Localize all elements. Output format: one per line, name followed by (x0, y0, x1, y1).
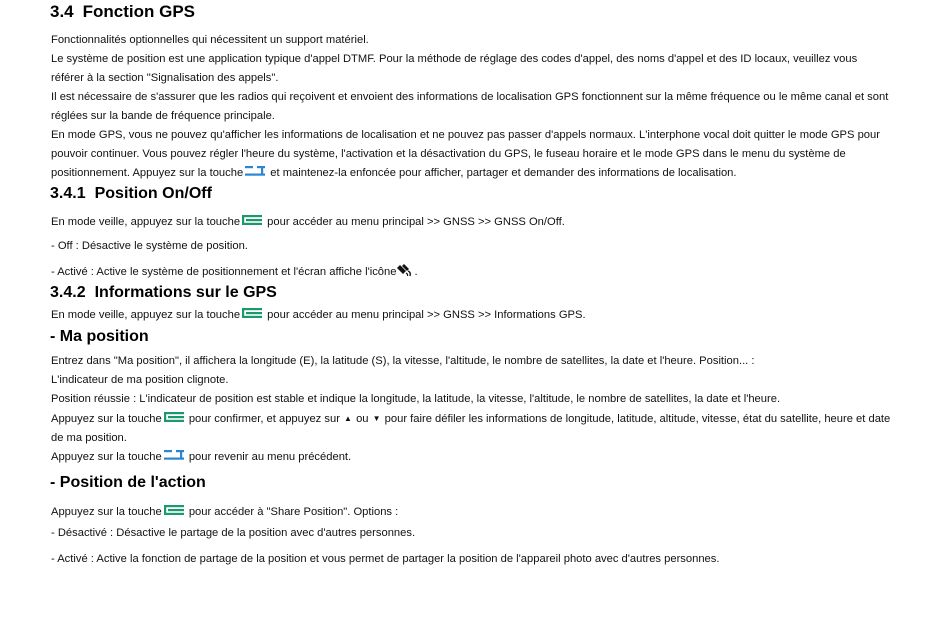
ma-position-line-5b: pour revenir au menu précédent. (188, 451, 352, 463)
intro-paragraph (51, 31, 891, 183)
s341-p1-end: pour accéder au menu principal >> GNSS >> GNSS On/Off. (267, 216, 565, 228)
subsection-title: Informations sur le GPS (94, 284, 277, 301)
position-action-off-text: - Désactivé : Désactive le partage de la position avec d'autres personnes. (51, 527, 416, 539)
ma-position-line-4a: Appuyez sur la touche (51, 413, 162, 425)
position-action-line-3 (51, 550, 891, 569)
ma-position-line-4d: pour faire défiler les informations de longitude, latitude, altitude, vitesse, état du satellite, heure et date de ma position. (51, 413, 891, 444)
ma-position-line-3: Position réussie : L'indicateur de position est stable et indique la longitude, la latitude, la vitesse, l'altitude, le nombre de satellites, la date et l'heure. (51, 393, 781, 405)
heading-ma-position: - Ma position (50, 328, 149, 345)
satellite-icon (397, 263, 413, 277)
subsection-title: Position On/Off (94, 185, 212, 202)
position-action-on-text: - Activé : Active la fonction de partage de la position et vous permet de partager la position de l'appareil photo avec d'autres personnes. (51, 553, 720, 565)
s342-paragraph-1 (51, 306, 891, 325)
position-action-line-1 (51, 503, 891, 522)
subsection-number: 3.4.1 (50, 185, 86, 202)
s341-on-text: - Activé : Active le système de positionnement et l'écran affiche l'icône (51, 266, 397, 278)
down-arrow-icon: ▼ (372, 414, 381, 423)
ma-position-line-2: L'indicateur de ma position clignote. (51, 374, 229, 386)
section-number: 3.4 (50, 2, 74, 21)
position-action-line-1b: pour accéder à "Share Position". Options : (188, 506, 399, 518)
menu-key-icon (241, 307, 263, 319)
ma-position-line-4b: pour confirmer, et appuyez sur (188, 413, 340, 425)
position-action-line-1a: Appuyez sur la touche (51, 506, 162, 518)
back-key-icon (163, 449, 185, 461)
menu-key-icon (163, 504, 185, 516)
s341-on-end: . (414, 266, 418, 278)
position-action-line-2 (51, 524, 891, 543)
ma-position-paragraph (51, 352, 891, 467)
intro-line-4-end: et maintenez-la enfoncée pour afficher, partager et demander des informations de localisation. (270, 167, 737, 179)
s341-off-text: - Off : Désactive le système de position. (51, 240, 248, 252)
section-title: Fonction GPS (82, 2, 196, 21)
section-heading-3-4-1 (50, 185, 212, 203)
section-heading-3-4 (50, 2, 195, 22)
intro-line-3: Il est nécessaire de s'assurer que les radios qui reçoivent et envoient des informations de localisation GPS fonctionnent sur la même fréquence ou le même canal et sont réglées sur la bande de fréquence principale. (51, 91, 889, 122)
s342-p1-start: En mode veille, appuyez sur la touche (51, 309, 241, 321)
s341-paragraph-1 (51, 213, 891, 232)
s341-on-line (51, 263, 891, 282)
ma-position-line-5a: Appuyez sur la touche (51, 451, 162, 463)
ma-position-line-4c: ou (356, 413, 369, 425)
up-arrow-icon: ▲ (344, 414, 352, 423)
s341-off-line (51, 237, 891, 256)
s341-p1-start: En mode veille, appuyez sur la touche (51, 216, 241, 228)
menu-key-icon (163, 411, 185, 423)
heading-position-action: - Position de l'action (50, 474, 206, 491)
intro-line-1: Fonctionnalités optionnelles qui nécessitent un support matériel. (51, 34, 369, 46)
intro-line-4: En mode GPS, vous ne pouvez qu'afficher les informations de localisation et ne pouvez pas passer d'appels normaux. L'interphone vocal doit quitter le mode GPS pour pouvoir continuer. Vous pouvez régler l'heure du système, l'activation et la désactivation du GPS, le fuseau horaire et le mode GPS dans le menu du système de positionnement. Appuyez sur la touche (51, 129, 880, 179)
intro-line-2: Le système de position est une application typique d'appel DTMF. Pour la méthode de réglage des codes d'appel, des noms d'appel et des ID locaux, veuillez vous référer à la section "Signalisation des appels". (51, 53, 858, 84)
s342-p1-end: pour accéder au menu principal >> GNSS >> Informations GPS. (267, 309, 586, 321)
section-heading-3-4-2 (50, 284, 277, 302)
menu-key-icon (241, 214, 263, 226)
subsection-number: 3.4.2 (50, 284, 86, 301)
ma-position-line-1: Entrez dans "Ma position", il affichera la longitude (E), la latitude (S), la vitesse, l'altitude, le nombre de satellites, la date et l'heure. Position... : (51, 355, 755, 367)
back-key-icon (244, 165, 266, 177)
